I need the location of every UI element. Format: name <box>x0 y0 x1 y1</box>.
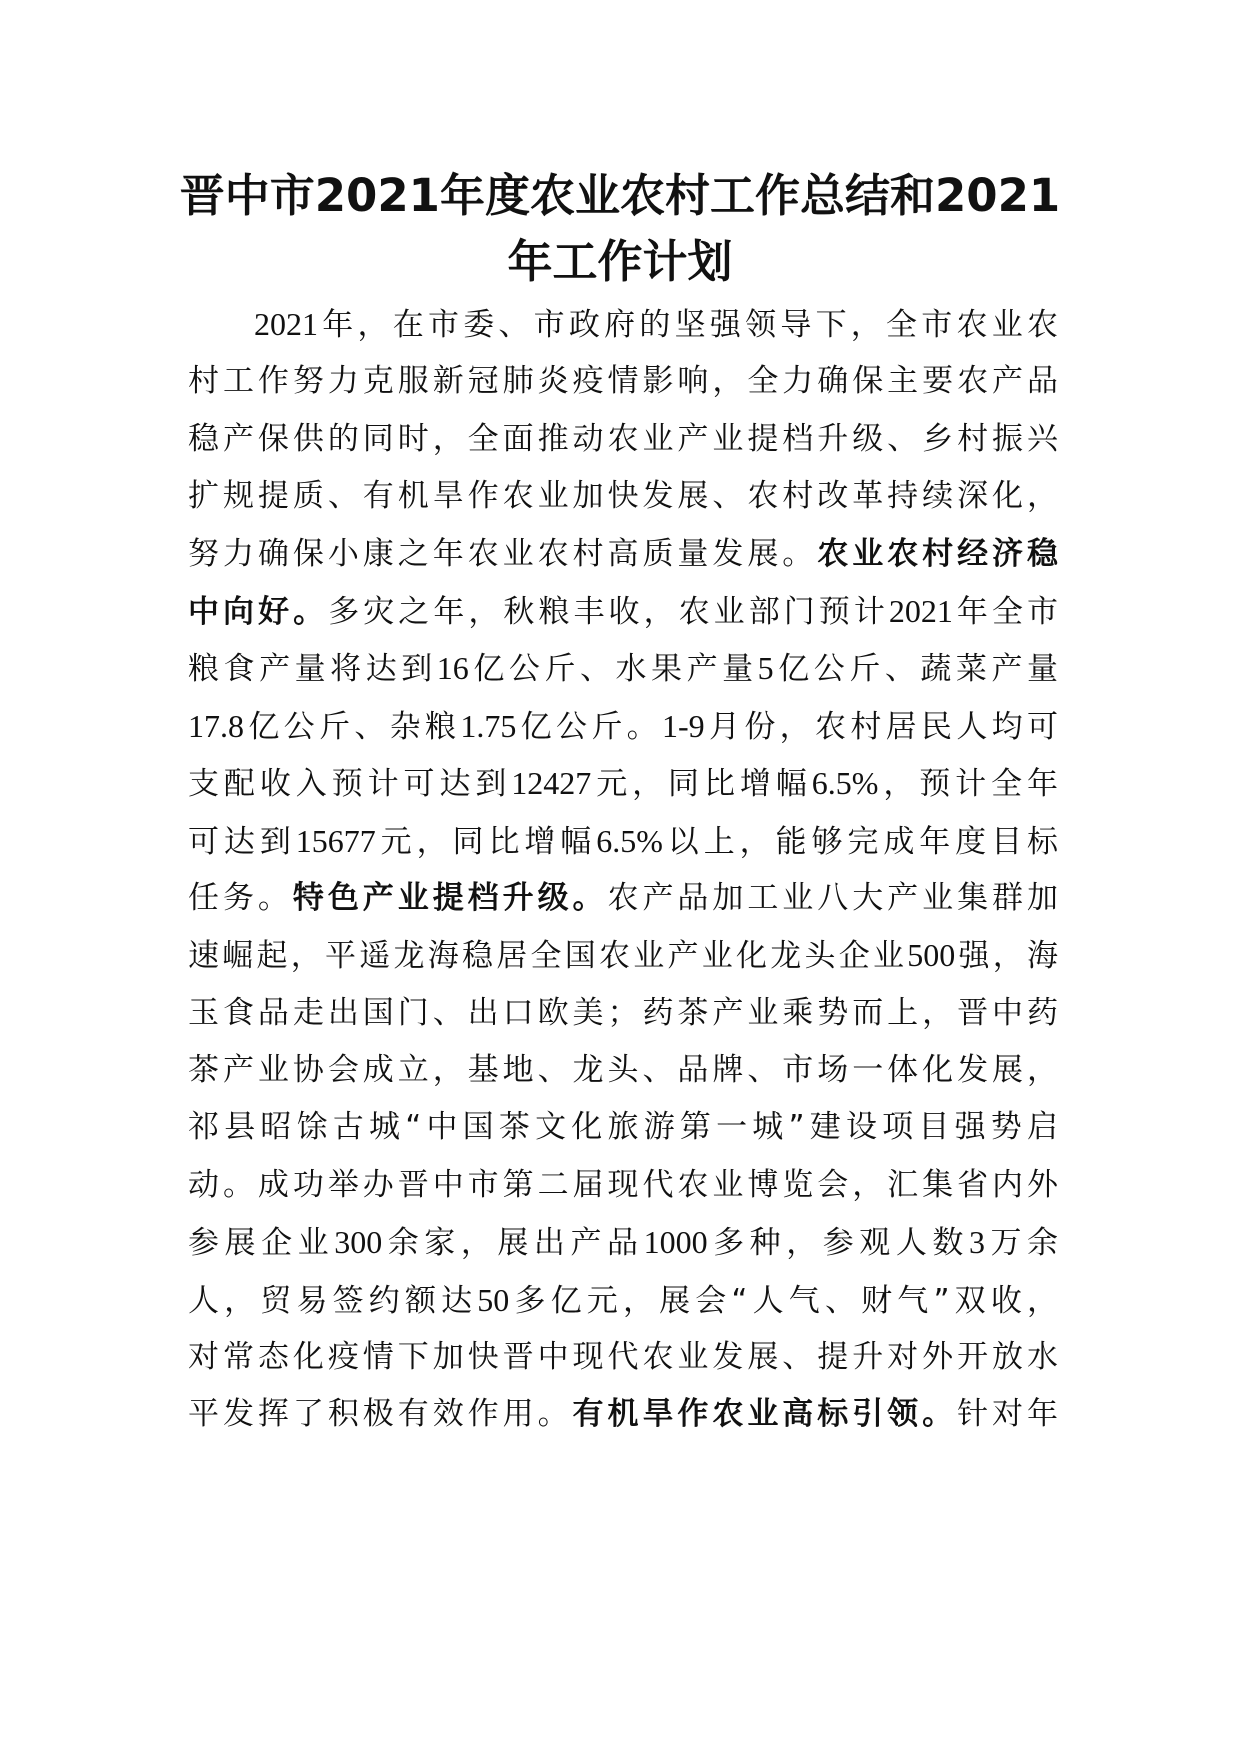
text-line <box>188 468 1058 525</box>
bold-heading-run: 特色产业提档升级。 <box>292 879 608 916</box>
text-run: 稳产保供的同时，全面推动农业产业提档升级、乡村振兴 <box>188 420 1058 457</box>
text-line <box>188 583 1058 640</box>
document-title <box>150 163 1090 295</box>
text-line <box>188 927 1058 984</box>
text-run: 村工作努力克服新冠肺炎疫情影响，全力确保主要农产品 <box>188 363 1058 400</box>
text-line <box>188 1329 1058 1386</box>
text-run: 人，贸易签约额达50多亿元，展会“人气、财气”双收， <box>188 1281 1058 1319</box>
bold-heading-run: 农业农村经济稳 <box>817 535 1058 572</box>
text-run: 任务。 <box>188 879 293 916</box>
body-paragraph <box>188 296 1058 1444</box>
text-line <box>188 1157 1058 1214</box>
text-line <box>188 985 1058 1042</box>
text-run: 对常态化疫情下加快晋中现代农业发展、提升对外开放水 <box>188 1339 1058 1376</box>
text-run: 多灾之年，秋粮丰收，农业部门预计2021年全市 <box>328 592 1059 630</box>
text-run: 可达到15677元，同比增幅6.5%以上，能够完成年度目标 <box>188 822 1059 860</box>
text-run: 速崛起，平遥龙海稳居全国农业产业化龙头企业500强，海 <box>188 937 1058 975</box>
text-line <box>188 1272 1058 1329</box>
text-run: 平发挥了积极有效作用。 <box>188 1396 573 1433</box>
text-line <box>188 1042 1058 1099</box>
text-line <box>188 1214 1058 1271</box>
text-run: 参展企业300余家，展出产品1000多种，参观人数3万余 <box>188 1224 1059 1262</box>
text-run: 支配收入预计可达到12427元，同比增幅6.5%，预计全年 <box>188 765 1059 803</box>
title-line-2: 年工作计划 <box>507 235 733 288</box>
text-line <box>188 870 1058 927</box>
text-run: 茶产业协会成立，基地、龙头、品牌、市场一体化发展， <box>188 1052 1058 1089</box>
text-run: 祁县昭馀古城“中国茶文化旅游第一城”建设项目强势启 <box>188 1109 1058 1146</box>
text-line <box>188 1099 1058 1156</box>
text-run: 努力确保小康之年农业农村高质量发展。 <box>188 535 818 572</box>
text-run: 玉食品走出国门、出口欧美；药茶产业乘势而上，晋中药 <box>188 994 1058 1031</box>
text-run: 17.8亿公斤、杂粮1.75亿公斤。1-9月份，农村居民人均可 <box>188 707 1059 745</box>
text-line <box>188 296 1058 353</box>
text-line <box>188 813 1058 870</box>
text-line <box>188 1386 1058 1443</box>
text-run: 农产品加工业八大产业集群加 <box>607 879 1058 916</box>
text-run: 粮食产量将达到16亿公斤、水果产量5亿公斤、蔬菜产量 <box>188 650 1059 688</box>
title-line-1: 晋中市2021年度农业农村工作总结和2021 <box>179 169 1061 222</box>
text-run: 针对年 <box>957 1396 1059 1433</box>
bold-heading-run: 有机旱作农业高标引领。 <box>572 1396 958 1433</box>
text-run: 扩规提质、有机旱作农业加快发展、农村改革持续深化， <box>188 478 1058 515</box>
text-line <box>188 411 1058 468</box>
text-run: 动。成功举办晋中市第二届现代农业博览会，汇集省内外 <box>188 1166 1058 1203</box>
text-run: 2021年，在市委、市政府的坚强领导下，全市农业农 <box>254 306 1058 343</box>
text-line <box>188 353 1058 410</box>
text-line <box>188 526 1058 583</box>
text-line <box>188 698 1058 755</box>
bold-heading-run: 中向好。 <box>188 593 329 630</box>
text-line <box>188 755 1058 812</box>
text-line <box>188 640 1058 697</box>
